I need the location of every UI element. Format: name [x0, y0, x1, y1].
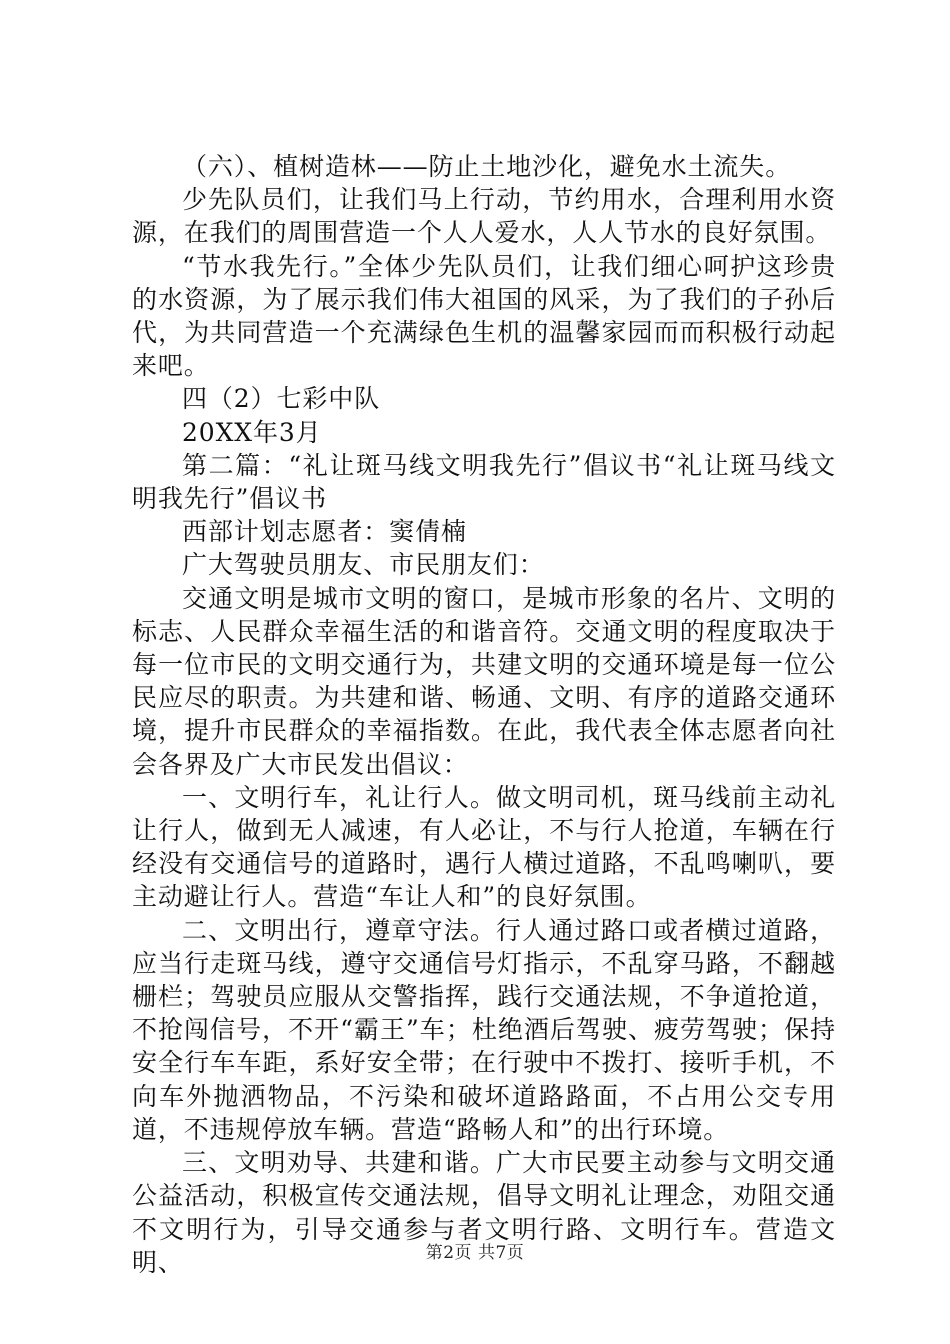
signature-squad: 四（2）七彩中队 — [182, 384, 381, 414]
paragraph-slogan: “节水我先行。”全体少先队员们，让我们细心呵护这珍贵的水资源，为了展示我们伟大祖国的风采，为了我们的子孙后代，为共同营造一个充满绿色生机的温馨家园而而积极行动起来吧。 — [132, 251, 836, 381]
signature-date: 20XX年3月 — [182, 417, 322, 447]
paragraph-call-to-action: 少先队员们，让我们马上行动，节约用水，合理利用水资源，在我们的周围营造一个人人爱水，人人节水的良好氛围。 — [132, 185, 836, 248]
document-body — [132, 150, 836, 1279]
section-heading-part-2: 第二篇：“礼让斑马线文明我先行”倡议书“礼让斑马线文明我先行”倡议书 — [132, 450, 836, 514]
salutation: 广大驾驶员朋友、市民朋友们： — [182, 550, 545, 580]
page-number-footer: 第2页 共7页 — [425, 1243, 525, 1263]
paragraph-point-1: 一、文明行车，礼让行人。做文明司机，斑马线前主动礼让行人，做到无人减速，有人必让，不与行人抢道，车辆在行经没有交通信号的道路时，遇行人横过道路，不乱鸣喇叭，要主动避让行人。营造“车让人和”的良好氛围。 — [132, 782, 836, 912]
paragraph-intro: 交通文明是城市文明的窗口，是城市形象的名片、文明的标志、人民群众幸福生活的和谐音符。交通文明的程度取决于每一位市民的文明交通行为，共建文明的交通环境是每一位公民应尽的职责。为共建和谐、畅通、文明、有序的道路交通环境，提升市民群众的幸福指数。在此，我代表全体志愿者向社会各界及广大市民发出倡议： — [132, 583, 836, 779]
author-line: 西部计划志愿者：窦倩楠 — [182, 517, 467, 547]
paragraph-item-6: （六）、植树造林——防止土地沙化，避免水土流失。 — [182, 152, 792, 181]
paragraph-point-2: 二、文明出行，遵章守法。行人通过路口或者横过道路，应当行走斑马线，遵守交通信号灯指示，不乱穿马路，不翻越栅栏；驾驶员应服从交警指挥，践行交通法规，不争道抢道，不抢闯信号，不开“霸王”车；杜绝酒后驾驶、疲劳驾驶；保持安全行车车距，系好安全带；在行驶中不拨打、接听手机，不向车外抛洒物品，不污染和破坏道路路面，不占用公交专用道，不违规停放车辆。营造“路畅人和”的出行环境。 — [132, 915, 836, 1144]
paragraph-point-3: 三、文明劝导、共建和谐。广大市民要主动参与文明交通公益活动，积极宣传交通法规，倡导文明礼让理念，劝阻交通不文明行为，引导交通参与者文明行路、文明行车。营造文明、 — [132, 1148, 836, 1277]
